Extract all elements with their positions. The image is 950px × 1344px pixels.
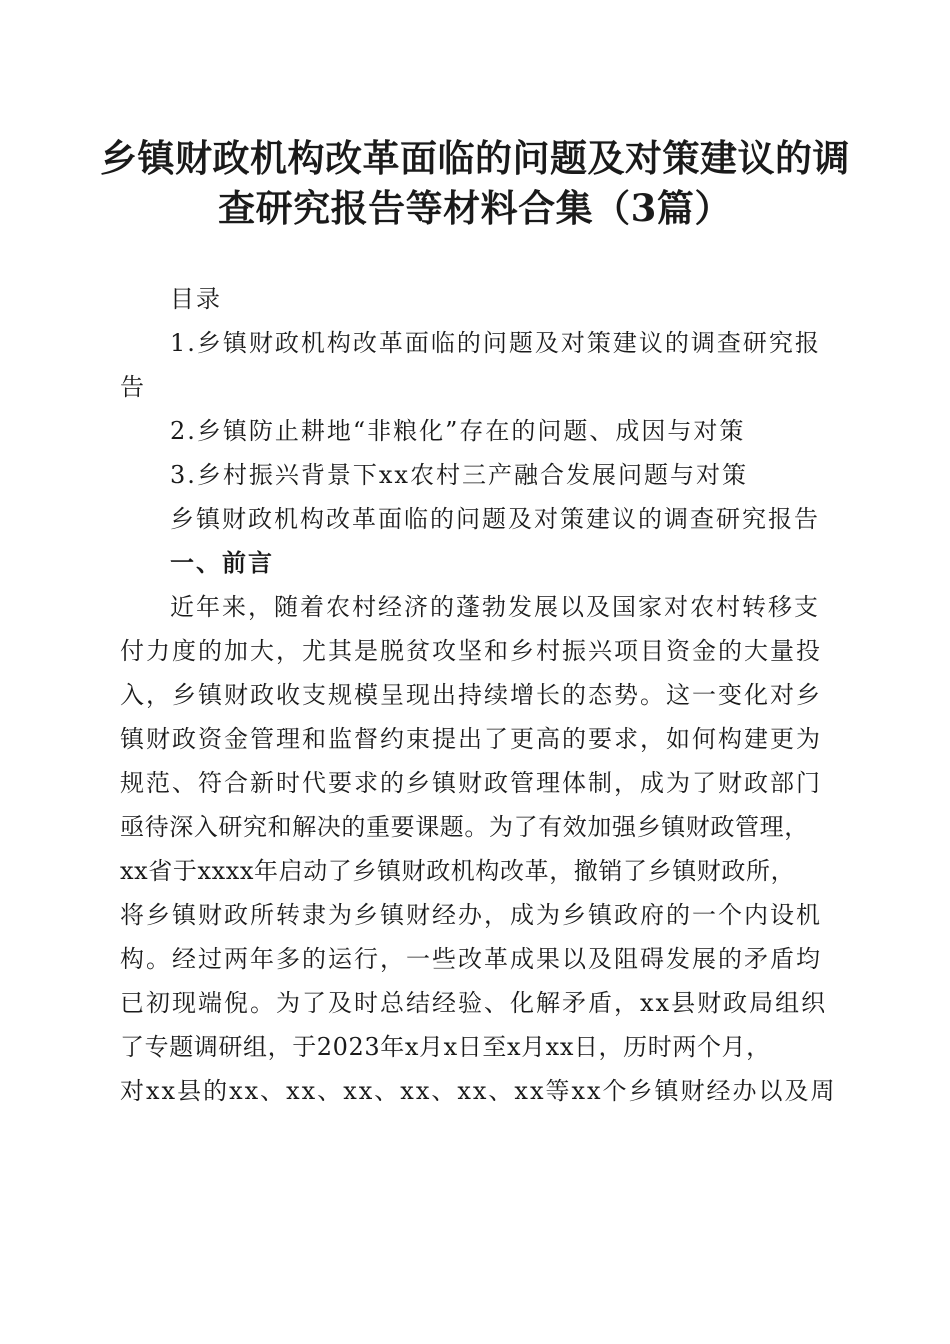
paragraph-line: 对xx县的xx、xx、xx、xx、xx、xx等xx个乡镇财经办以及周 xyxy=(120,1077,837,1105)
paragraph-line: 已初现端倪。为了及时总结经验、化解矛盾，xx县财政局组织 xyxy=(120,989,828,1017)
paragraph-line: 将乡镇财政所转隶为乡镇财经办，成为乡镇政府的一个内设机 xyxy=(120,901,822,929)
toc-item-1: 1.乡镇财政机构改革面临的问题及对策建议的调查研究报 xyxy=(170,329,821,357)
paragraph-line: 镇财政资金管理和监督约束提出了更高的要求，如何构建更为 xyxy=(120,725,822,753)
section-heading: 一、前言 xyxy=(170,548,274,577)
paragraph-line: 入，乡镇财政收支规模呈现出持续增长的态势。这一变化对乡 xyxy=(120,681,822,709)
paragraph-line: 付力度的加大，尤其是脱贫攻坚和乡村振兴项目资金的大量投 xyxy=(120,637,822,665)
toc-item-1-wrap: 告 xyxy=(120,373,146,401)
paragraph-line: 近年来，随着农村经济的蓬勃发展以及国家对农村转移支 xyxy=(170,593,820,621)
toc-item-2: 2.乡镇防止耕地“非粮化”存在的问题、成因与对策 xyxy=(170,417,746,445)
paragraph-line: 构。经过两年多的运行，一些改革成果以及阻碍发展的矛盾均 xyxy=(120,945,822,973)
paragraph-line: 亟待深入研究和解决的重要课题。为了有效加强乡镇财政管理， xyxy=(120,813,809,841)
document-title xyxy=(100,133,850,233)
toc-heading: 目录 xyxy=(170,285,222,313)
paragraph-line: 了专题调研组，于2023年x月x日至x月xx日，历时两个月， xyxy=(120,1033,771,1061)
title-line-2: 查研究报告等材料合集（3篇） xyxy=(218,186,732,230)
article-title: 乡镇财政机构改革面临的问题及对策建议的调查研究报告 xyxy=(170,505,820,533)
paragraph-line: 规范、符合新时代要求的乡镇财政管理体制，成为了财政部门 xyxy=(120,769,822,797)
toc-item-3: 3.乡村振兴背景下xx农村三产融合发展问题与对策 xyxy=(170,461,748,489)
title-line-1: 乡镇财政机构改革面临的问题及对策建议的调 xyxy=(100,136,850,180)
paragraph-line: xx省于xxxx年启动了乡镇财政机构改革，撤销了乡镇财政所， xyxy=(120,857,796,885)
